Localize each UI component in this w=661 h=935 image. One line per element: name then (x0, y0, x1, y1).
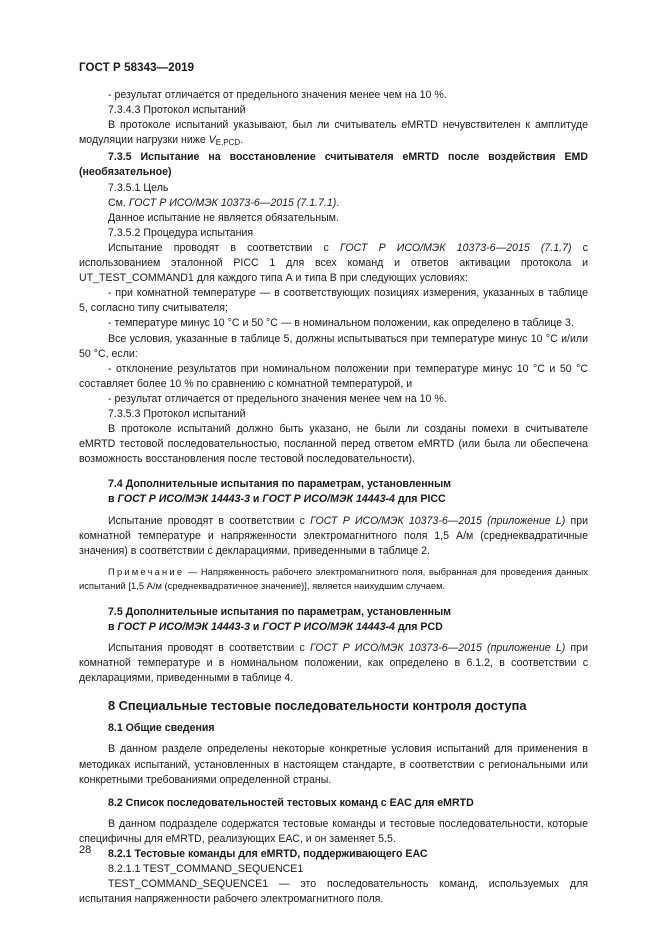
list-item: - результат отличается от предельного значения менее чем на 10 %. (108, 89, 447, 101)
paragraph: Данное испытание не является обязательным. (108, 211, 339, 224)
chapter-heading: 8 Специальные тестовые последовательности контроля доступа (108, 698, 527, 714)
clause-heading: 7.3.4.3 Протокол испытаний (108, 104, 246, 117)
list-item: - результат отличается от предельного значения менее чем на 10 %. (108, 392, 447, 405)
paragraph: Все условия, указанные в таблице 5, должны испытываться при температуре минус 10 °С и/или 50 °С, если: (79, 332, 588, 360)
section-heading: 7.4 Дополнительные испытания по параметрам, установленным в ГОСТ Р ИСО/МЭК 14443-3 и ГОСТ Р ИСО/МЭК 14443-4 для PICC (108, 478, 451, 506)
list-item: - отклонение результатов при номинальном положении при температуре минус 10 °С и 50 °С составляет более 10 % по сравнению с комнатной температурой, и (79, 362, 588, 390)
paragraph: В данном разделе определены некоторые конкретные условия испытаний для применения в методиках испытаний, установленных в настоящем стандарте, в соответствии с региональными или конкретными требованиями определенной страны. (79, 743, 588, 786)
document-body (79, 88, 588, 907)
clause-heading: 8.2.1.1 TEST_COMMAND_SEQUENCE1 (108, 863, 304, 876)
paragraph: Испытание проводят в соответствии с ГОСТ Р ИСО/МЭК 10373-6—2015 (приложение L) при комнатной температуре и напряженности электромагнитного поля 1,5 А/м (среднеквадратичные значения) в соответствии с декларациями, приведенными в таблице 2. (79, 514, 588, 557)
paragraph: В данном подразделе содержатся тестовые команды и тестовые последовательности, которые специфичны для eMRTD, реализующих ЕАС, и он заменяет 5.5. (79, 817, 588, 845)
paragraph: Испытания проводят в соответствии с ГОСТ Р ИСО/МЭК 10373-6—2015 (приложение L) при комнатной температуре и в номинальном положении, как определено в 6.1.2, в соответствии с декларациями, приведенными в таблице 4. (79, 642, 588, 685)
paragraph: Испытание проводят в соответствии с ГОСТ Р ИСО/МЭК 10373-6—2015 (7.1.7) с использованием эталонной PICC 1 для всех команд и ответов активации протокола и UT_TEST_COMMAND1 для каждого типа А и типа В при следующих условиях: (79, 241, 588, 285)
list-item: - при комнатной температуре — в соответствующих позициях измерения, указанных в таблице 5, согласно типу считывателя; (79, 287, 588, 315)
paragraph: TEST_COMMAND_SEQUENCE1 — это последовательность команд, используемых для испытания напряженности рабочего электромагнитного поля. (79, 878, 588, 906)
section-heading: 8.1 Общие сведения (108, 722, 215, 735)
clause-heading: 8.2.1 Тестовые команды для eMRTD, поддерживающего ЕАС (108, 848, 428, 861)
paragraph: В протоколе испытаний должно быть указано, не были ли созданы помехи в считывателе eMRTD тестовой последовательностью, посланной перед ответом eMRTD (или была ли обеспечена возможность восстановления после тестовой последовательности). (79, 423, 588, 466)
list-item: - температуре минус 10 °С и 50 °С — в номинальном положении, как определено в таблице 3. (108, 317, 574, 330)
section-heading: 8.2 Список последовательностей тестовых команд с ЕАС для eMRTD (108, 796, 474, 809)
note: Примечание — Напряженность рабочего электромагнитного поля, выбранная для проведения данных испытаний [1,5 А/м (среднеквадратичное значение)], является наихудшим случаем. (79, 565, 588, 591)
clause-heading: 7.3.5.3 Протокол испытаний (108, 407, 246, 420)
page-number: 28 (79, 844, 92, 856)
paragraph: В протоколе испытаний указывают, был ли считыватель eMRTD нечувствителен к амплитуде модуляции нагрузки ниже $V_{E,PCD}$. (79, 119, 588, 148)
document-header: ГОСТ Р 58343—2019 (79, 62, 195, 74)
section-heading: 7.5 Дополнительные испытания по параметрам, установленным в ГОСТ Р ИСО/МЭК 14443-3 и ГОСТ Р ИСО/МЭК 14443-4 для PCD (108, 605, 451, 633)
clause-heading: 7.3.5.2 Процедура испытания (108, 226, 254, 239)
clause-heading: 7.3.5.1 Цель (108, 181, 169, 194)
clause-heading: 7.3.5 Испытание на восстановление считывателя eMRTD после воздействия EMD (необязательное) (79, 151, 588, 179)
paragraph: См. ГОСТ Р ИСО/МЭК 10373-6—2015 (7.1.7.1). (108, 196, 340, 209)
